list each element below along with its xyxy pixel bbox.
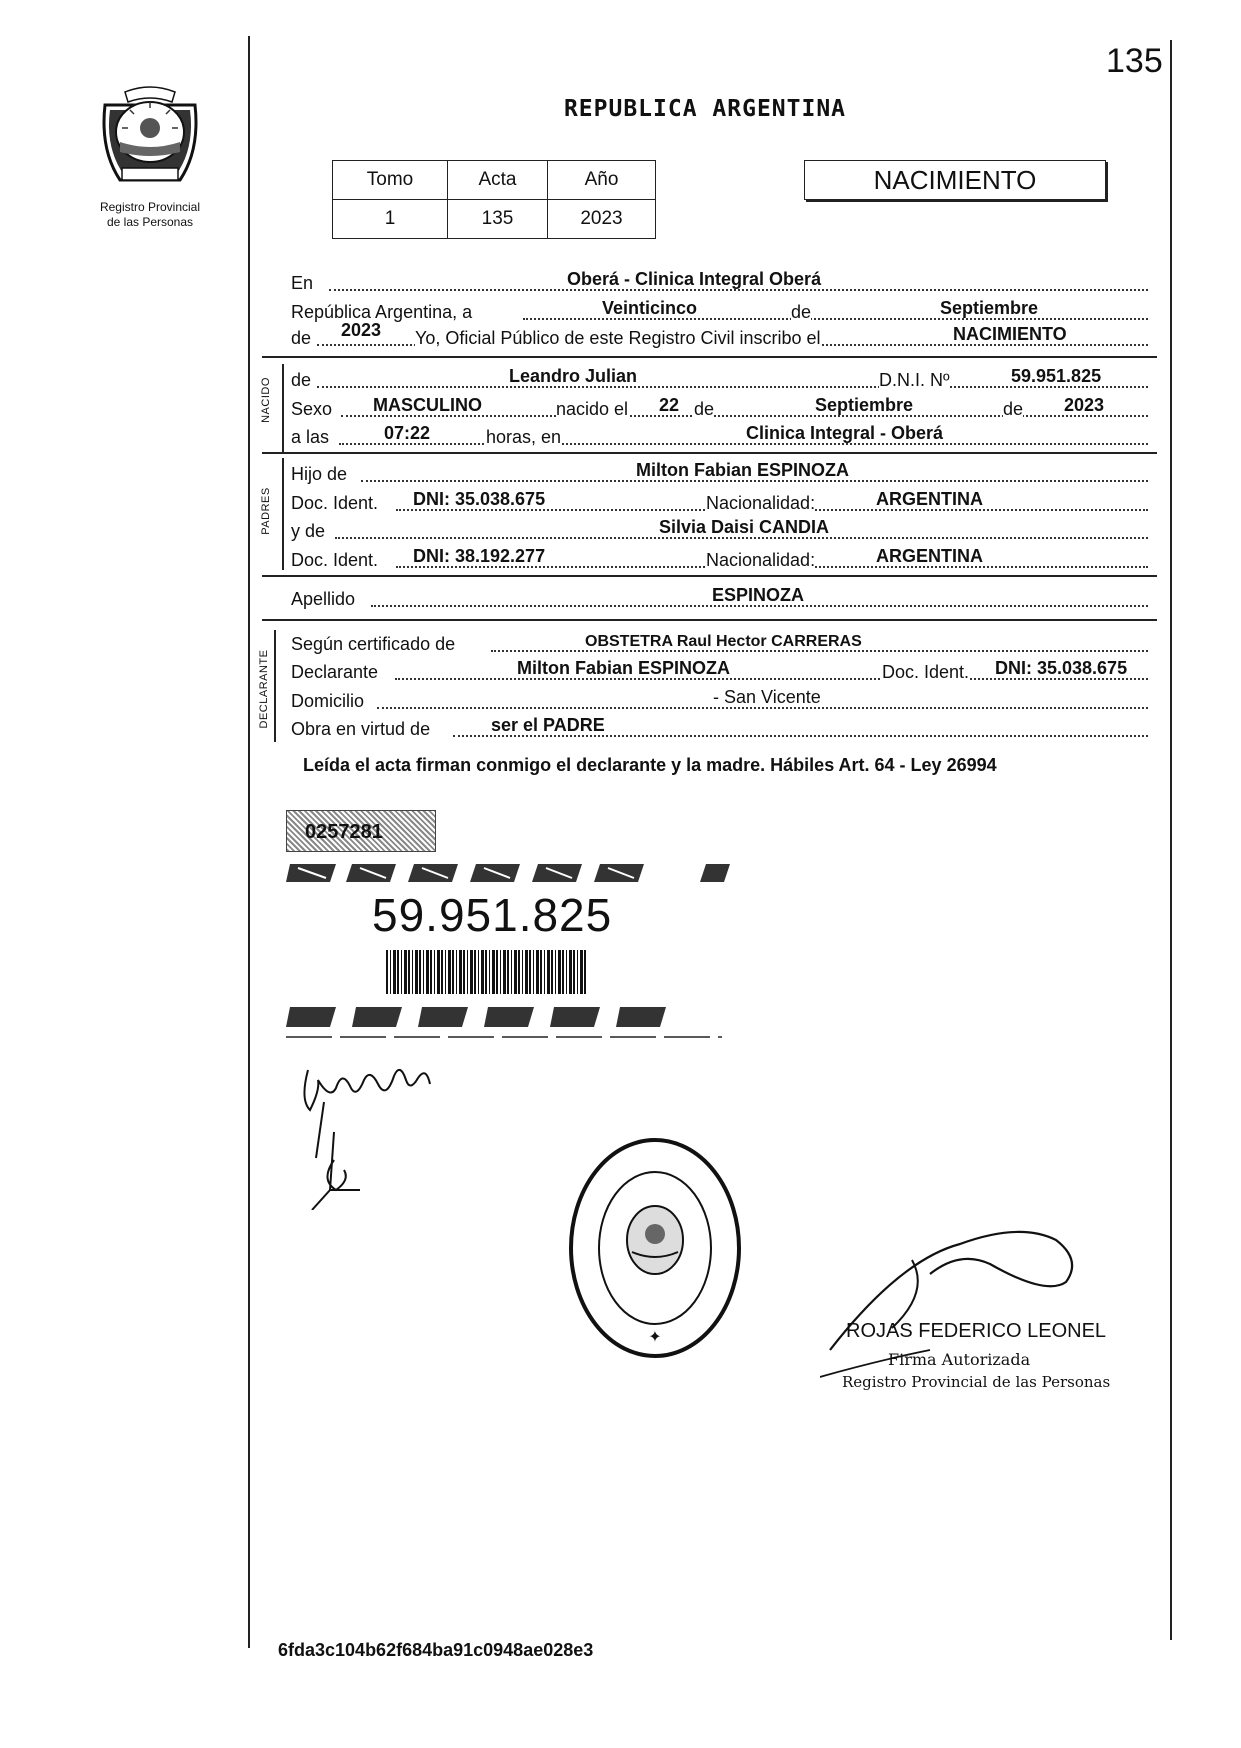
divider-apellido-top [262, 575, 1157, 577]
row-certificado [291, 631, 1148, 657]
month-value: Septiembre [940, 298, 1039, 318]
doc-label: Doc. Ident. [882, 662, 970, 682]
obra-value: ser el PADRE [491, 715, 605, 735]
row-place [291, 270, 1148, 296]
stamp-code: 0257281 [305, 821, 383, 843]
document-hash: 6fda3c104b62f684ba91c0948ae028e3 [278, 1640, 594, 1660]
row-mother-doc [291, 547, 1148, 573]
tomo-header: Tomo [333, 161, 448, 200]
domicilio-value: - San Vicente [713, 687, 821, 707]
signer-name: ROJAS FEDERICO LEONEL [846, 1320, 1107, 1342]
mother-doc-value: DNI: 38.192.277 [413, 546, 546, 566]
birth-day-value: 22 [659, 395, 680, 415]
row-time-place [291, 424, 1148, 450]
father-name: Milton Fabian ESPINOZA [636, 460, 850, 480]
certificate-value: OBSTETRA Raul Hector CARRERAS [585, 633, 862, 650]
de-label: de [791, 302, 812, 322]
nacionalidad-label: Nacionalidad: [706, 493, 816, 513]
republica-label: República Argentina, a [291, 302, 473, 322]
divider-declarante-top [262, 619, 1157, 621]
nacido-label: nacido el [556, 399, 629, 419]
section-bracket [282, 458, 284, 570]
row-apellido [291, 586, 1148, 612]
security-stamp [286, 810, 436, 852]
row-father [291, 461, 1148, 487]
apellido-label: Apellido [291, 589, 356, 609]
row-obra [291, 716, 1148, 742]
sexo-label: Sexo [291, 399, 333, 419]
doc-label: Doc. Ident. [291, 493, 379, 513]
section-bracket [274, 630, 276, 742]
dni-value: 59.951.825 [1011, 366, 1102, 386]
act-type-box: NACIMIENTO [804, 160, 1106, 200]
section-label-nacido: NACIDO [260, 377, 272, 423]
anio-value: 2023 [548, 200, 656, 239]
yde-label: y de [291, 521, 326, 541]
horas-label: horas, en [486, 427, 562, 447]
act-value: NACIMIENTO [953, 324, 1067, 344]
row-father-doc [291, 490, 1148, 516]
day-value: Veinticinco [602, 298, 698, 318]
sexo-value: MASCULINO [373, 395, 482, 415]
birth-month-value: Septiembre [815, 395, 914, 415]
page-number: 135 [1106, 42, 1163, 80]
divider-nacido-top [262, 356, 1157, 358]
oficial-text: Yo, Oficial Público de este Registro Civil inscribo el [415, 328, 821, 348]
page-title: REPUBLICA ARGENTINA [563, 96, 847, 122]
segun-label: Según certificado de [291, 634, 456, 654]
row-year [291, 320, 1148, 351]
en-label: En [291, 273, 314, 293]
signer-title: Firma Autorizada [888, 1350, 1031, 1369]
barcode-number: 59.951.825 [372, 889, 613, 941]
de-label: de [291, 370, 312, 390]
official-seal [566, 1134, 744, 1362]
birth-year-value: 2023 [1064, 395, 1105, 415]
tomo-value: 1 [333, 200, 448, 239]
signer-org: Registro Provincial de las Personas [842, 1373, 1111, 1391]
row-name [291, 367, 1148, 393]
anio-header: Año [548, 161, 656, 200]
svg-text:✦: ✦ [648, 1329, 662, 1346]
mother-name: Silvia Daisi CANDIA [659, 517, 830, 537]
time-value: 07:22 [384, 423, 431, 443]
divider-padres-top [262, 452, 1157, 454]
left-margin-line [248, 36, 250, 1648]
birth-place-value: Clinica Integral - Oberá [746, 423, 944, 443]
alas-label: a las [291, 427, 330, 447]
mother-nat-value: ARGENTINA [876, 546, 983, 566]
obra-label: Obra en virtud de [291, 719, 431, 739]
section-bracket [282, 364, 284, 454]
declarant-signature [290, 1040, 490, 1210]
right-margin-line [1170, 40, 1172, 1640]
father-nat-value: ARGENTINA [876, 489, 983, 509]
doc-label: Doc. Ident. [291, 550, 379, 570]
father-doc-value: DNI: 35.038.675 [413, 489, 546, 509]
declarante-value: Milton Fabian ESPINOZA [517, 658, 731, 678]
domicilio-label: Domicilio [291, 691, 365, 711]
acta-value: 135 [448, 200, 548, 239]
hijo-label: Hijo de [291, 464, 348, 484]
name-value: Leandro Julian [509, 366, 638, 386]
row-declarante [291, 659, 1148, 685]
apellido-value: ESPINOZA [712, 585, 805, 605]
row-sex-birth [291, 396, 1148, 422]
registry-table [332, 160, 656, 239]
security-band-top [286, 862, 732, 884]
province-logo [90, 80, 210, 200]
row-mother [291, 518, 1148, 544]
section-label-declarante: DECLARANTE [258, 649, 270, 729]
dni-label: D.N.I. Nº [879, 370, 950, 390]
declarante-label: Declarante [291, 662, 379, 682]
year-value: 2023 [341, 320, 382, 340]
de-label: de [1003, 399, 1024, 419]
nacionalidad-label: Nacionalidad: [706, 550, 816, 570]
barcode [386, 950, 588, 994]
row-date [291, 299, 1148, 325]
de2-label: de [291, 328, 312, 348]
place-value: Oberá - Clinica Integral Oberá [567, 269, 822, 289]
closing-statement: Leída el acta firman conmigo el declarante y la madre. Hábiles Art. 64 - Ley 26994 [303, 755, 997, 775]
de-label: de [694, 399, 715, 419]
org-name: Registro Provincial de las Personas [99, 200, 201, 229]
acta-header: Acta [448, 161, 548, 200]
declarante-doc-value: DNI: 35.038.675 [995, 658, 1128, 678]
row-domicilio [291, 688, 1148, 714]
section-label-padres: PADRES [260, 487, 272, 535]
security-band-bottom [286, 1005, 726, 1041]
